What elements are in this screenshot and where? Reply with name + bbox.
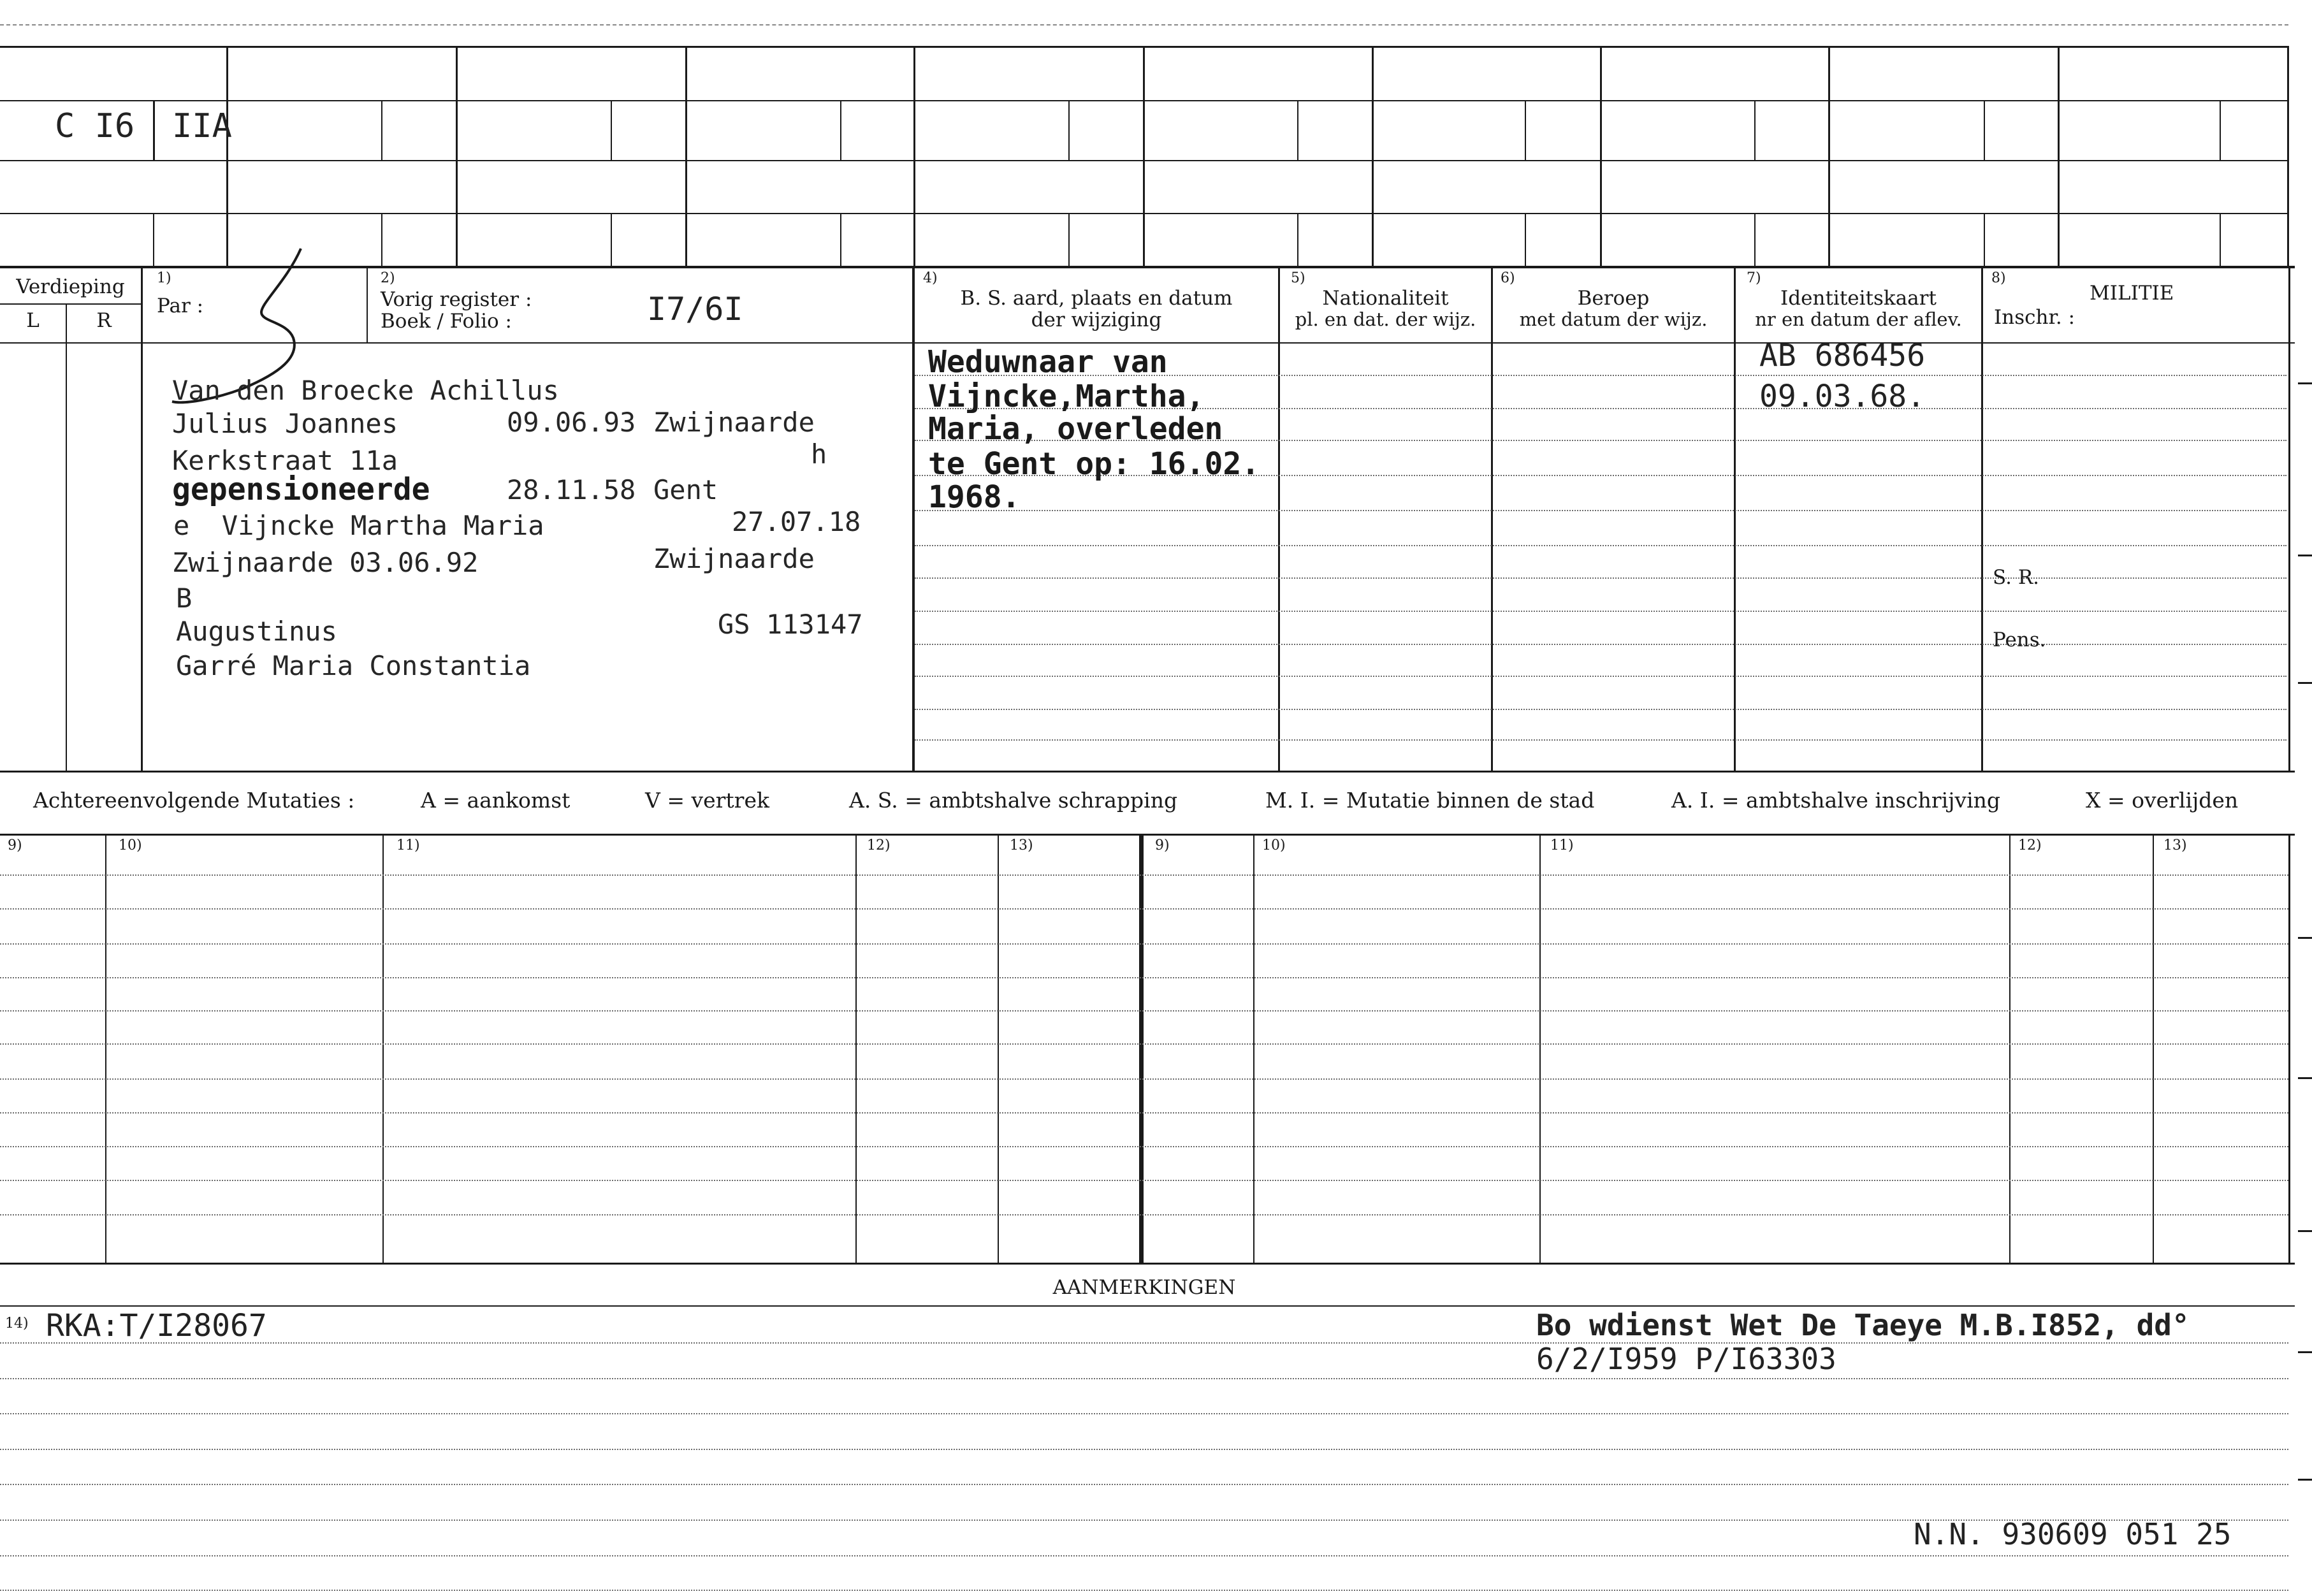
- nationaliteit-heading-1: Nationaliteit: [1322, 287, 1449, 310]
- marriage-place-date: Zwijnaarde 03.06.92: [172, 547, 479, 578]
- mutatie-col-11: 11): [396, 838, 420, 853]
- identity-card-number: AB 686456: [1759, 338, 1926, 374]
- pens-label: Pens.: [1993, 628, 2046, 651]
- spouse-name: e Vijncke Martha Maria: [173, 510, 544, 541]
- mutatie-col-9-right: 9): [1155, 838, 1170, 853]
- mutatie-legend-v: V = vertrek: [645, 788, 769, 813]
- wijziging-line: Weduwnaar van: [928, 344, 1168, 380]
- person-address-mark: h: [811, 439, 827, 470]
- mutatie-legend-as: A. S. = ambtshalve schrapping: [849, 788, 1178, 813]
- mutatie-col-12: 12): [867, 838, 891, 853]
- mutatie-col-13-right: 13): [2163, 838, 2187, 853]
- spouse-birth-place: Zwijnaarde: [653, 543, 815, 574]
- col-4-number: 4): [923, 270, 938, 286]
- col-6-number: 6): [1501, 270, 1515, 286]
- mutatie-col-9: 9): [8, 838, 22, 853]
- identity-card-date: 09.03.68.: [1759, 379, 1926, 414]
- mutatie-col-11-right: 11): [1550, 838, 1574, 853]
- rka-reference: RKA:T/I28067: [46, 1308, 267, 1344]
- code-c16: C I6: [55, 107, 135, 145]
- spouse-birth-date: 27.07.18: [732, 506, 861, 537]
- col-5-number: 5): [1291, 270, 1305, 286]
- mutatie-legend-mi: M. I. = Mutatie binnen de stad: [1265, 788, 1595, 813]
- beroep-heading-1: Beroep: [1577, 287, 1650, 310]
- sr-label: S. R.: [1993, 566, 2040, 589]
- col-2-number: 2): [381, 270, 395, 286]
- remark-number: 14): [5, 1316, 29, 1331]
- remark-note-2: 6/2/I959 P/I63303: [1536, 1342, 1836, 1376]
- mutaties-title: Achtereenvolgende Mutaties :: [33, 788, 355, 813]
- identiteitskaart-heading-2: nr en datum der aflev.: [1755, 308, 1962, 330]
- col-8-number: 8): [1991, 270, 2006, 286]
- person-profession-place: Gent: [653, 474, 718, 505]
- beroep-heading-2: met datum der wijz.: [1519, 308, 1708, 330]
- bs-heading-1: B. S. aard, plaats en datum: [960, 287, 1233, 310]
- person-profession-date: 28.11.58: [507, 474, 636, 505]
- person-address: Kerkstraat 11a: [172, 445, 398, 476]
- boek-folio-label: Boek / Folio :: [381, 310, 512, 333]
- col-1-number: 1): [157, 270, 171, 286]
- mutatie-legend-a: A = aankomst: [421, 788, 571, 813]
- identiteitskaart-heading-1: Identiteitskaart: [1780, 287, 1937, 310]
- mother-name: Garré Maria Constantia: [176, 650, 531, 681]
- verdieping-label: Verdieping: [16, 275, 125, 298]
- person-profession: gepensioneerde: [172, 472, 430, 507]
- bs-heading-2: der wijziging: [1031, 308, 1162, 331]
- verdieping-r: R: [96, 309, 112, 332]
- boek-folio-value: I7/6I: [647, 291, 743, 328]
- wijziging-line: 1968.: [928, 479, 1021, 515]
- person-birth-date: 09.06.93: [507, 407, 636, 438]
- remark-note-1: Bo wdienst Wet De Taeye M.B.I852, dd°: [1536, 1308, 2190, 1342]
- col-7-number: 7): [1747, 270, 1761, 286]
- militie-heading: MILITIE: [2090, 282, 2174, 305]
- person-name: Van den Broecke Achillus: [172, 375, 559, 406]
- nationaliteit-heading-2: pl. en dat. der wijz.: [1295, 308, 1476, 330]
- mutatie-col-10-right: 10): [1262, 838, 1286, 853]
- par-label: Par :: [157, 294, 204, 317]
- wijziging-line: te Gent op: 16.02.: [928, 446, 1260, 482]
- code-iia: IIA: [172, 107, 232, 145]
- mutatie-col-12-right: 12): [2018, 838, 2042, 853]
- national-number: N.N. 930609 051 25: [1914, 1517, 2232, 1551]
- father-name: Augustinus: [176, 616, 337, 647]
- register-number: GS 113147: [718, 609, 863, 640]
- person-given-names: Julius Joannes: [172, 408, 398, 439]
- wijziging-line: Vijncke,Martha,: [928, 379, 1205, 414]
- wijziging-line: Maria, overleden: [928, 411, 1223, 447]
- mutatie-legend-x: X = overlijden: [2086, 788, 2239, 813]
- aanmerkingen-title: AANMERKINGEN: [1052, 1276, 1236, 1299]
- vorig-register-label: Vorig register :: [381, 288, 532, 311]
- mutatie-col-10: 10): [119, 838, 142, 853]
- mutatie-legend-ai: A. I. = ambtshalve inschrijving: [1671, 788, 2001, 813]
- person-birth-place: Zwijnaarde: [653, 407, 815, 438]
- inschr-label: Inschr. :: [1994, 306, 2076, 329]
- person-b-mark: B: [176, 583, 193, 614]
- verdieping-l: L: [26, 309, 40, 332]
- mutatie-col-13: 13): [1010, 838, 1033, 853]
